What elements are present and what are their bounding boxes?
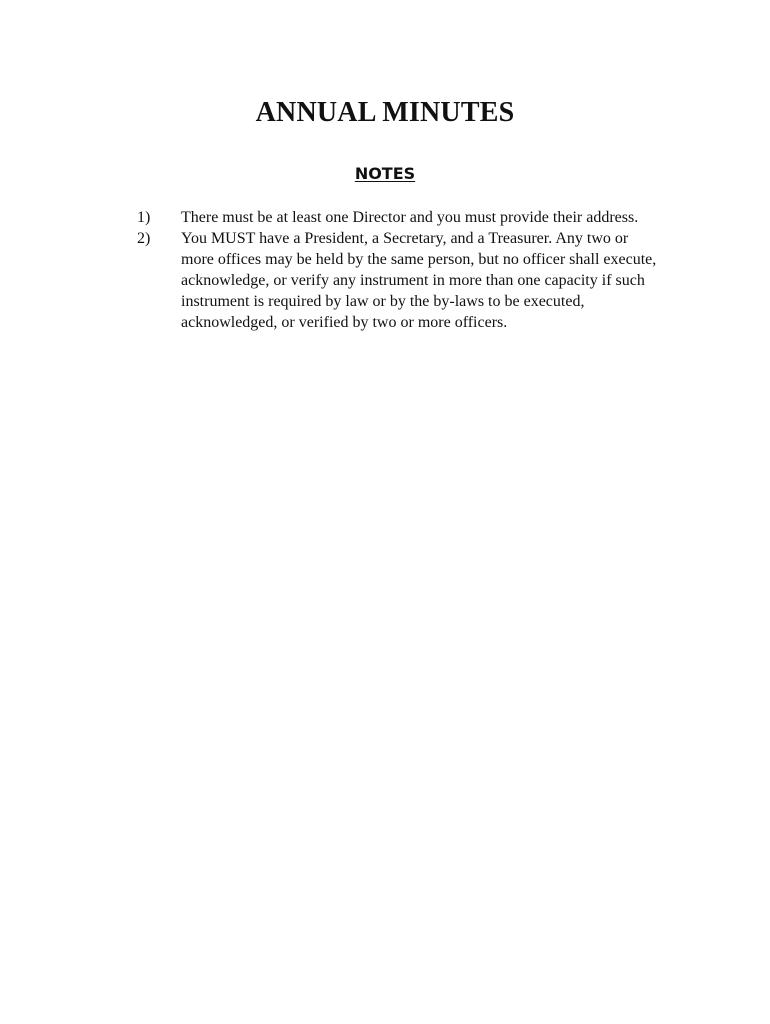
note-item <box>137 228 662 333</box>
document-title: ANNUAL MINUTES <box>255 97 515 128</box>
notes-list <box>137 207 662 333</box>
note-text: You MUST have a President, a Secretary, and a Treasurer. Any two or more offices may be held by the same person, but no officer shall execute, acknowledge, or verify any instrument in more than one capacity if such instrument is required by law or by the by-laws to be executed, acknowledged, or verified by two or more officers. <box>181 230 657 331</box>
notes-heading: NOTES <box>354 164 416 183</box>
note-number: 1) <box>137 209 151 226</box>
note-number: 2) <box>137 230 151 247</box>
note-item <box>137 207 662 228</box>
note-text: There must be at least one Director and you must provide their address. <box>181 209 639 226</box>
